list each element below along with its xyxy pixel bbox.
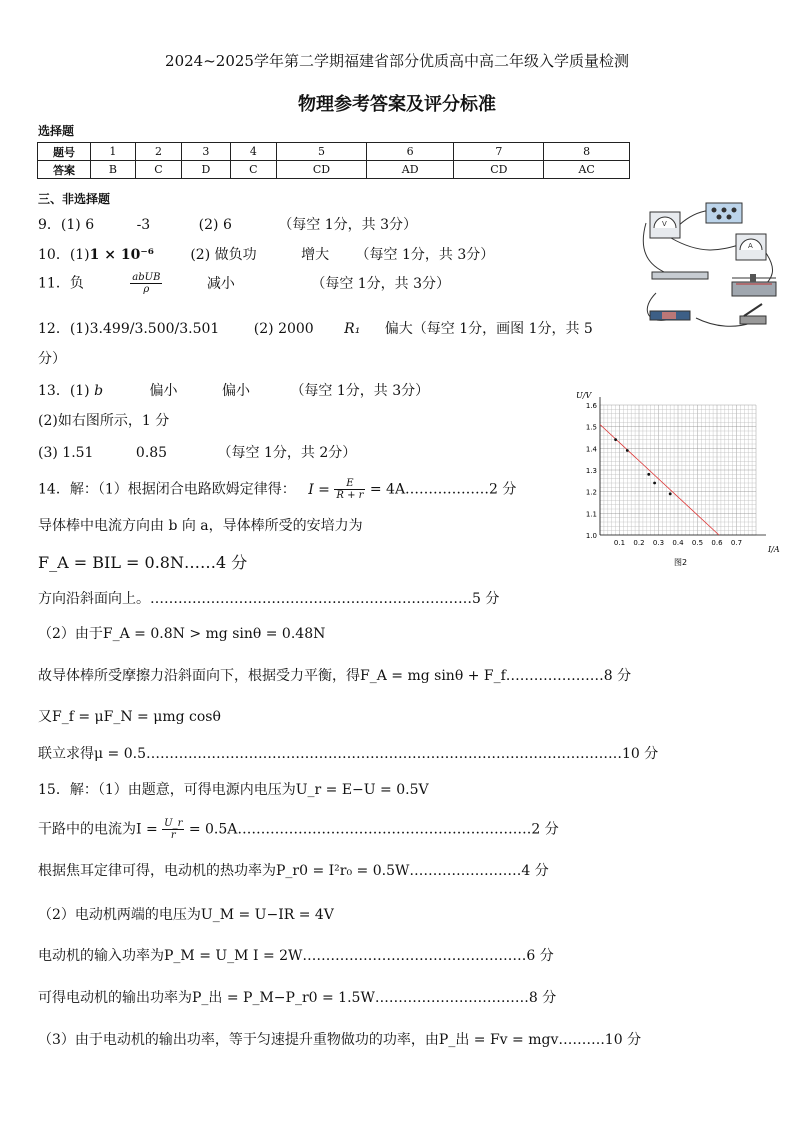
q10-line: [38, 244, 494, 264]
data-point: [653, 482, 656, 485]
x-tick-label: 0.1: [613, 539, 626, 547]
q15-eq-rhs: = 0.5A………………………………………………………2 分: [188, 821, 559, 838]
q13-part2: 偏小: [149, 383, 178, 399]
svg-text:A: A: [748, 242, 753, 250]
rheostat-icon: [732, 274, 776, 296]
data-point: [647, 473, 650, 476]
table-cell: CD: [277, 161, 367, 179]
q13-line2: (2)如右图所示，1 分: [38, 413, 170, 429]
q13-score2: （每空 1分，共 2分）: [217, 445, 357, 461]
q14-line1: [38, 478, 516, 501]
q11-score: （每空 1分，共 3分）: [311, 275, 451, 292]
x-tick-label: 0.2: [633, 539, 645, 547]
q15-line7: （3）由于电动机的输出功率，等于匀速提升重物做功的功率，由P_出 = Fv = mgv……….10 分: [38, 1032, 642, 1048]
table-cell: 3: [182, 143, 230, 161]
q11-part1: 11．负: [38, 275, 84, 292]
graph-grid: [600, 405, 756, 535]
table-cell: 4: [230, 143, 276, 161]
y-tick-label: 1.5: [585, 423, 597, 432]
x-axis-label: I/A: [768, 545, 780, 554]
nonchoice-section-label: 三、非选择题: [38, 192, 111, 206]
document-title: 2024~2025学年第二学期福建省部分优质高中高二年级入学质量检测: [165, 52, 629, 70]
table-cell: 8: [544, 143, 630, 161]
q15-line2: [38, 818, 559, 841]
table-cell: AC: [544, 161, 630, 179]
y-axis-label: U/V: [576, 391, 592, 400]
x-tick-label: 0.3: [652, 539, 665, 547]
q10-score: （每空 1分，共 3分）: [355, 247, 495, 263]
q13-score: （每空 1分，共 3分）: [290, 383, 430, 399]
q12-part2: (2) 2000: [253, 321, 314, 337]
table-header-cell: 答案: [38, 161, 91, 179]
switch-icon: [740, 304, 766, 324]
q10-value: 1 × 10⁻⁶: [89, 247, 154, 263]
resistor-icon: [650, 311, 690, 320]
ui-graph: [570, 388, 786, 568]
q14-line7: 又F_f = μF_N = μmg cosθ: [38, 709, 221, 725]
y-tick-label: 1.3: [585, 467, 597, 475]
q12-line: [38, 318, 593, 338]
svg-text:V: V: [662, 220, 667, 228]
q15-eq-lhs: 干路中的电流为I =: [38, 821, 158, 838]
q15-line1: 15．解：（1）由题意，可得电源内电压为U_r = E−U = 0.5V: [38, 782, 429, 798]
q9-score: （每空 1分，共 3分）: [278, 217, 418, 233]
q12-score-cont: 分）: [38, 351, 66, 367]
table-cell: 2: [135, 143, 181, 161]
q10-part2: (2) 做负功: [190, 247, 257, 263]
table-cell: C: [135, 161, 181, 179]
q15-line6: 可得电动机的输出功率为P_出 = P_M−P_r0 = 1.5W……………………………8 分: [38, 990, 557, 1006]
y-tick-label: 1.0: [585, 532, 597, 540]
q15-line5: 电动机的输入功率为P_M = U_M I = 2W…………………………………………6 分: [38, 948, 554, 964]
table-cell: B: [91, 161, 136, 179]
q10-part1: 10．(1): [38, 247, 90, 263]
q12-part1: 12．(1)3.499/3.500/3.501: [38, 321, 220, 337]
q11-fraction: [130, 272, 162, 295]
q11-numerator: abUB: [132, 272, 161, 283]
q11-line: [38, 272, 450, 295]
resistor-wire-icon: [652, 272, 708, 279]
table-cell: 5: [277, 143, 367, 161]
q14-line5: （2）由于F_A = 0.8N > mg sinθ = 0.48N: [38, 626, 326, 642]
data-point: [614, 438, 617, 441]
table-row: [38, 143, 630, 161]
y-tick-label: 1.2: [585, 488, 597, 497]
q15-denominator: r: [170, 830, 176, 841]
q14-line3: F_A = BIL = 0.8N……4 分: [38, 553, 248, 572]
q9-part2: -3: [136, 217, 151, 233]
q12-score: 偏大（每空 1分，画图 1分，共 5: [384, 321, 593, 337]
y-tick-label: 1.1: [585, 510, 597, 519]
table-row: [38, 161, 630, 179]
q14-line6: 故导体棒所受摩擦力沿斜面向下，根据受力平衡，得F_A = mg sinθ + F_f…………………8 分: [38, 668, 632, 684]
document-subtitle: 物理参考答案及评分标准: [298, 94, 496, 115]
answer-table: [37, 142, 630, 179]
q15-numerator: U_r: [164, 818, 183, 829]
q14-eq-rhs: = 4A………………2 分: [369, 481, 517, 498]
graph-axes: [600, 397, 766, 535]
q14-denominator: R + r: [336, 490, 364, 501]
q14-numerator: E: [334, 478, 365, 490]
table-cell: C: [230, 161, 276, 179]
x-tick-label: 0.4: [672, 539, 684, 547]
q14-eq-lhs: I =: [308, 481, 330, 498]
q15-line3: 根据焦耳定律可得，电动机的热功率为P_r0 = I²r₀ = 0.5W……………………4 分: [38, 863, 549, 879]
q12-part3: R₁: [344, 321, 361, 337]
y-tick-label: 1.4: [585, 445, 597, 454]
q9-line: [38, 214, 417, 234]
q14-text: 14．解：（1）根据闭合电路欧姆定律得：: [38, 481, 296, 498]
x-tick-label: 0.7: [730, 539, 743, 547]
q9-part3: (2) 6: [198, 217, 232, 233]
q13-part1b: b: [94, 383, 104, 399]
voltmeter-icon: [650, 212, 680, 238]
q11-part2: 减小: [206, 275, 235, 292]
circuit-diagram: [636, 198, 784, 336]
q14-line8: 联立求得μ = 0.5…………………………………………………………………………………………10 分: [38, 746, 659, 762]
q13-part1: 13．(1): [38, 383, 90, 399]
table-cell: AD: [366, 161, 454, 179]
data-point: [626, 449, 629, 452]
table-cell: D: [182, 161, 230, 179]
q13-part5: 0.85: [135, 445, 168, 461]
table-cell: 6: [366, 143, 454, 161]
table-cell: CD: [454, 161, 544, 179]
graph-caption: 图2: [674, 558, 688, 567]
q13-part4: (3) 1.51: [38, 445, 94, 461]
q13-line3: [38, 442, 356, 462]
table-cell: 1: [91, 143, 136, 161]
q13-line1: [38, 380, 429, 400]
q10-part3: 增大: [301, 247, 330, 263]
q15-fraction: [162, 818, 184, 841]
ammeter-icon: [736, 234, 766, 260]
q14-line2: 导体棒中电流方向由 b 向 a，导体棒所受的安培力为: [38, 518, 363, 534]
q14-line4: 方向沿斜面向上。……………………………………………………………5 分: [38, 591, 500, 607]
q15-line4: （2）电动机两端的电压为U_M = U−IR = 4V: [38, 907, 334, 923]
x-tick-label: 0.6: [711, 539, 723, 547]
q9-part1: 9．(1) 6: [38, 217, 95, 233]
choice-section-label: 选择题: [38, 124, 75, 138]
y-tick-label: 1.6: [585, 402, 597, 410]
q14-fraction: [334, 478, 365, 501]
data-point: [669, 492, 672, 495]
battery-box-icon: [706, 203, 742, 223]
fit-line: [600, 425, 719, 536]
table-cell: 7: [454, 143, 544, 161]
q13-part3: 偏小: [221, 383, 250, 399]
q11-denominator: ρ: [143, 284, 150, 295]
x-tick-label: 0.5: [691, 539, 704, 547]
table-header-cell: 题号: [38, 143, 91, 161]
